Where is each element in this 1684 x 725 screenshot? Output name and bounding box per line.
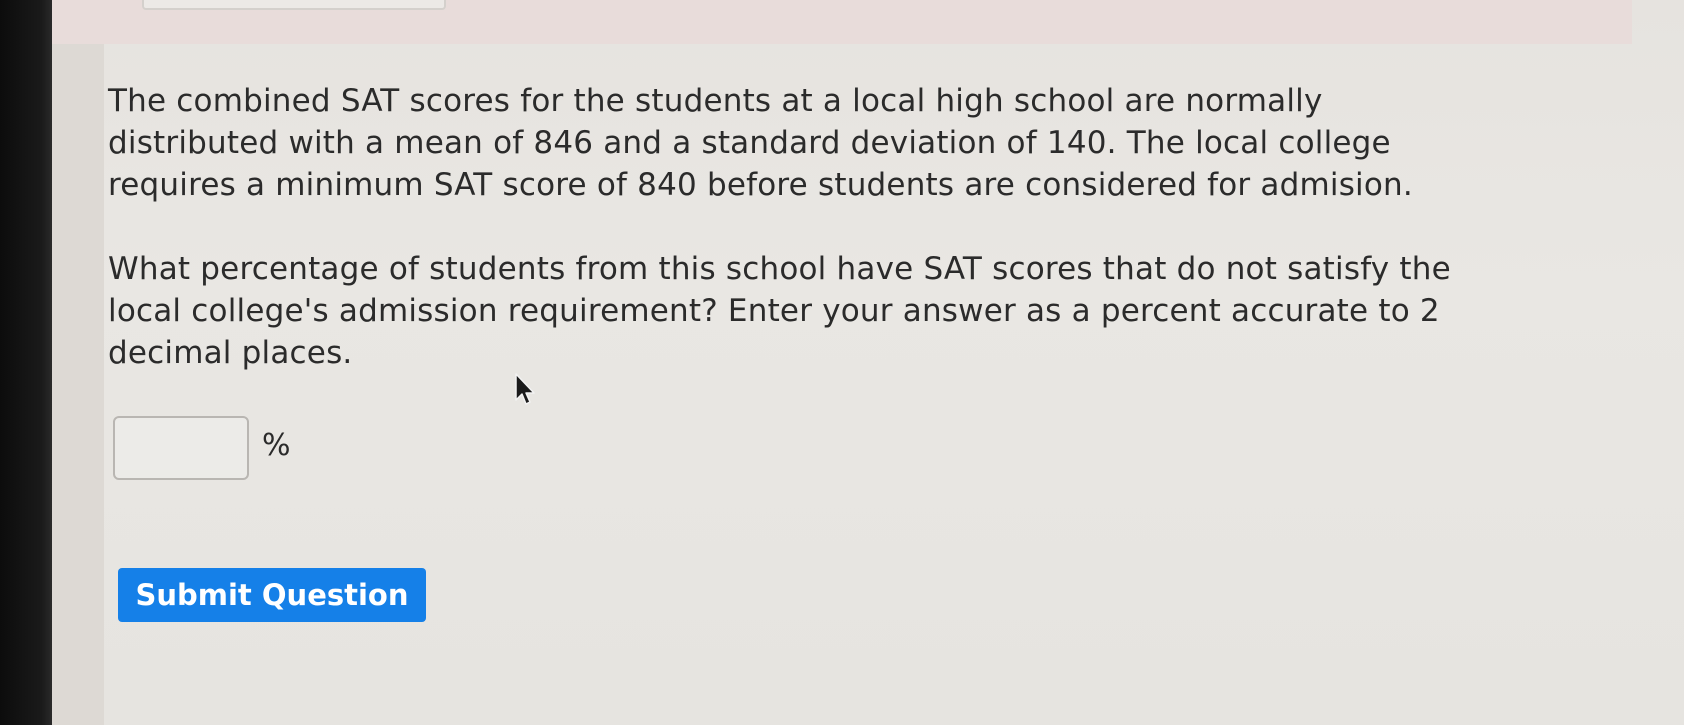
submit-question-button[interactable]: Submit Question — [118, 568, 426, 622]
answer-input[interactable] — [113, 416, 249, 480]
percent-unit-label: % — [262, 428, 291, 463]
question-page — [52, 0, 1684, 725]
top-field — [142, 0, 446, 10]
mouse-pointer-icon — [514, 372, 538, 408]
left-margin — [52, 0, 104, 725]
top-bar — [52, 0, 1632, 44]
question-prompt: What percentage of students from this school have SAT scores that do not satisfy the local college's admission requirement? Enter your answer as a percent accurate to 2 decimal places. — [108, 251, 1451, 371]
screen-bezel — [0, 0, 52, 725]
question-text: The combined SAT scores for the students at a local high school are normally distributed with a mean of 846 and a standard deviation of 140. The local college requires a minimum SAT score of 840 before students are considered for admision. — [108, 83, 1413, 203]
